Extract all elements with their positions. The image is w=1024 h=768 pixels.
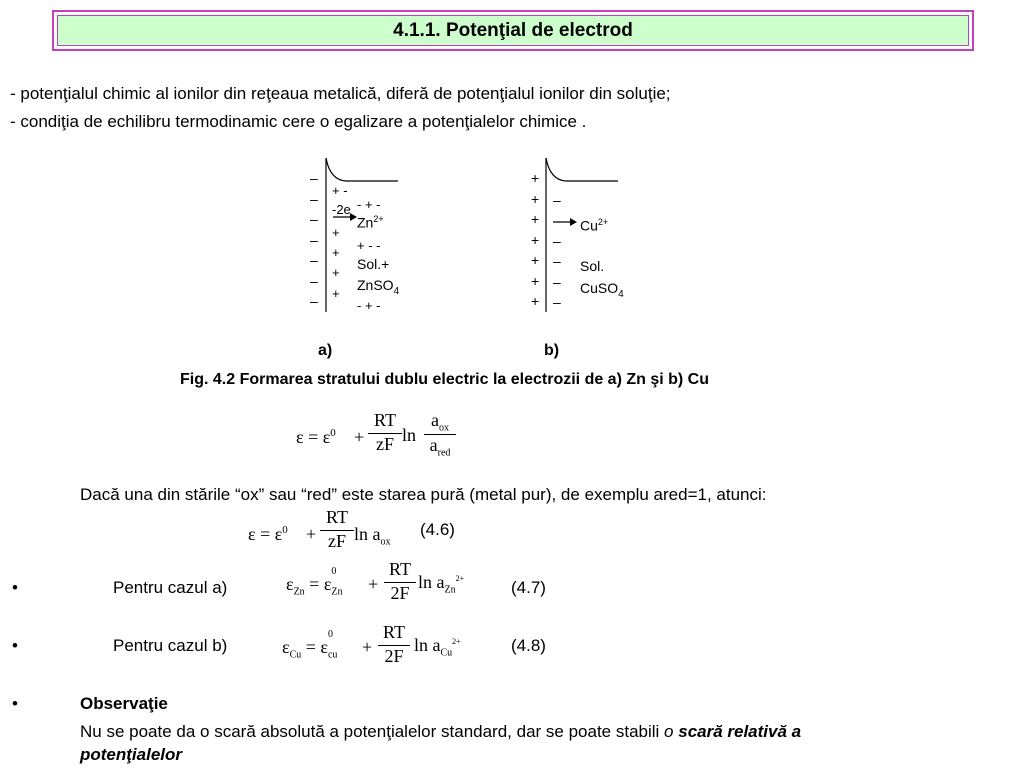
diagram-a-electrode-signs: – – – – – – – <box>310 170 318 309</box>
observation-heading: Observaţie <box>80 694 168 713</box>
eq-ln-a: $\ln a_{Zn}^{2+}$ <box>418 572 465 596</box>
eq-fraction: $\frac{RT}{zF}$ <box>368 410 402 455</box>
bullet-text: Pentru cazul a) <box>113 578 228 597</box>
diagram-b-solution-signs: – – – – – <box>553 192 561 310</box>
eq-lhs: $\varepsilon = \varepsilon^0$ <box>296 427 336 447</box>
diagram-b-solution-label: Sol. <box>580 258 605 274</box>
eq-fraction: $\frac{RT}{2F}$ <box>378 622 410 667</box>
equation-number: (4.6) <box>420 520 455 539</box>
bullet-marker: • <box>12 578 18 597</box>
diagram-a-plus: + <box>332 265 340 280</box>
diagram-a-plus: + <box>332 286 340 301</box>
diagram-a-sign-row: + - - <box>357 238 381 253</box>
diagram-b-ion-label: $Cu^{2+}$ <box>580 217 609 234</box>
eq-ln-a: $\ln a_{ox}$ <box>354 524 391 548</box>
diagram-b-electrode-signs: + + + + + + + <box>531 170 540 309</box>
equation-number: (4.7) <box>511 578 546 597</box>
diagram-a-plus: + <box>332 245 340 260</box>
diagram-b-label: b) <box>544 342 560 359</box>
diagram-a-sign-row: - + - <box>357 298 381 313</box>
equation-number: (4.8) <box>511 636 546 655</box>
eq-lhs: $\varepsilon_{Cu} = \varepsilon$ 0 $_{cu}$ <box>282 629 338 661</box>
diagram-a-sign-row: - + - <box>357 197 381 212</box>
eq-ln: ln <box>402 425 417 445</box>
eq-fraction: $\frac{RT}{zF}$ <box>320 507 354 552</box>
diagram-b-formula: CuSO$_4$ <box>580 280 624 300</box>
paragraph-pure-state: Dacă una din stările “ox” sau “red” este starea pură (metal pur), de exemplu ared=1, atunci: <box>80 485 767 504</box>
bullet-marker: • <box>12 636 18 655</box>
diagram-a-ion-label: $Zn^{2+}$ <box>357 214 384 231</box>
eq-activity-fraction: $a_{ox}$ $a_{red}$ <box>424 410 456 458</box>
eq-lhs: $\varepsilon_{Zn} = \varepsilon$ 0 $_{Zn}$ <box>286 566 343 598</box>
intro-line-1: - potenţialul chimic al ionilor din reţeaua metalică, diferă de potenţialul ionilor din soluţie; <box>10 84 671 103</box>
eq-ln-a: $\ln a_{Cu}^{2+}$ <box>414 635 461 659</box>
page-title: 4.1.1. Potenţial de electrod <box>57 15 969 46</box>
diagram-a-solution-label: Sol.+ <box>357 256 390 272</box>
figure-caption: Fig. 4.2 Formarea stratului dublu electric la electrozii de a) Zn şi b) Cu <box>180 371 710 388</box>
bullet-text: Pentru cazul b) <box>113 636 228 655</box>
intro-line-2: - condiţia de echilibru termodinamic cere o egalizare a potenţialelor chimice . <box>10 112 587 131</box>
eq-lhs: $\varepsilon = \varepsilon^0$ <box>248 524 288 544</box>
title-frame <box>52 10 974 51</box>
eq-plus: + <box>306 524 317 544</box>
bullet-marker: • <box>12 694 18 713</box>
diagram-a-label: a) <box>318 342 333 359</box>
diagram-a-plus: + <box>332 225 340 240</box>
diagram-a-electron-label: -2e <box>332 202 351 217</box>
diagram-a-sign-row: + - <box>332 183 348 198</box>
observation-text-line-2: potenţialelor <box>80 745 183 764</box>
eq-plus: + <box>368 574 379 594</box>
eq-plus: + <box>354 427 365 447</box>
diagram-a-formula: ZnSO$_4$ <box>357 277 400 297</box>
eq-fraction: $\frac{RT}{2F}$ <box>384 559 416 604</box>
eq-plus: + <box>362 637 373 657</box>
observation-text-line-1: Nu se poate da o scară absolută a potenţialelor standard, dar se poate stabili o scară relativă a <box>80 722 802 741</box>
